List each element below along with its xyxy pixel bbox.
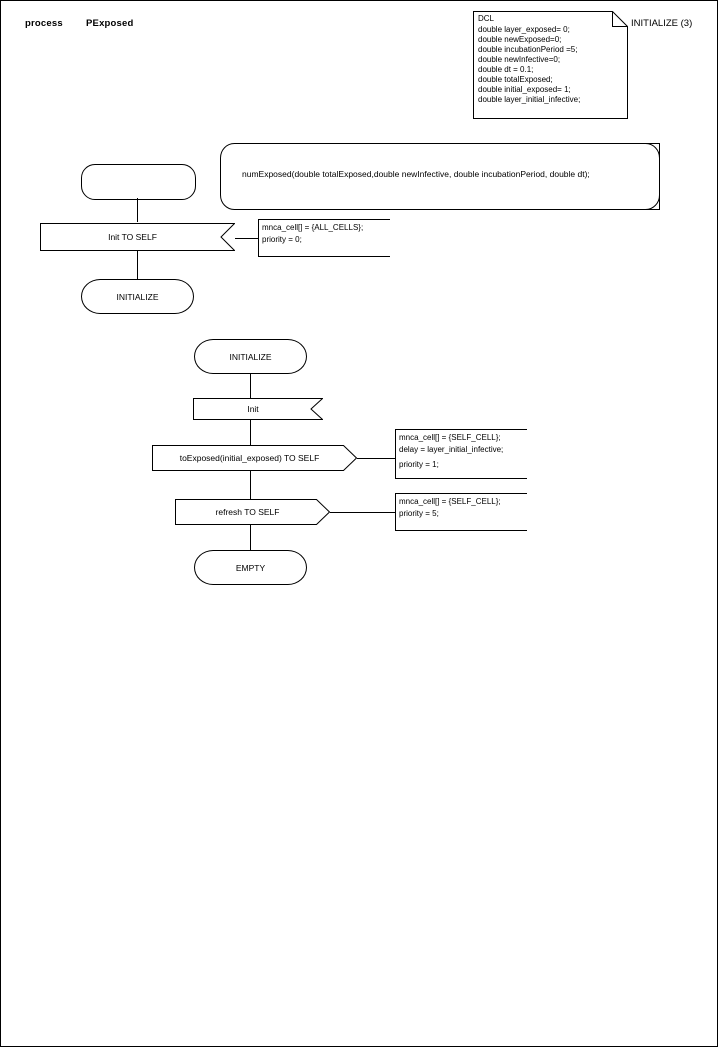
output-symbol-toexposed xyxy=(152,445,357,471)
page-number-label: INITIALIZE (3) xyxy=(631,18,693,29)
comment-block-output2 xyxy=(395,493,527,531)
connector-output2-to-state xyxy=(250,525,251,550)
state-symbol-initialize-top: INITIALIZE xyxy=(81,279,194,314)
dcl-line-1: double newExposed=0; xyxy=(478,35,562,44)
dcl-line-2: double incubationPeriod =5; xyxy=(478,45,578,54)
state-symbol-initialize-main: INITIALIZE xyxy=(194,339,307,374)
connector-input-to-output1 xyxy=(250,420,251,445)
comment-block-output1 xyxy=(395,429,527,479)
input-symbol-init-to-self-label: Init TO SELF xyxy=(108,232,157,242)
comment-block-top-line-1: priority = 0; xyxy=(262,235,302,244)
comment-block-output1-line-2: priority = 1; xyxy=(399,460,439,469)
comment-leader-top xyxy=(235,238,258,239)
output-symbol-refresh xyxy=(175,499,330,525)
comment-leader-output1 xyxy=(357,458,395,459)
procedure-signature-text: numExposed(double totalExposed,double newInfective, double incubationPeriod, double dt); xyxy=(242,169,590,179)
output-symbol-refresh-label: refresh TO SELF xyxy=(215,507,280,517)
start-symbol-top xyxy=(81,164,196,200)
input-symbol-init-label: Init xyxy=(247,404,259,414)
connector-output1-to-output2 xyxy=(250,471,251,499)
dcl-line-7: double layer_initial_infective; xyxy=(478,95,581,104)
state-symbol-empty: EMPTY xyxy=(194,550,307,585)
comment-block-output1-line-1: delay = layer_initial_infective; xyxy=(399,445,504,454)
page-title: PExposed xyxy=(86,18,134,29)
dcl-line-5: double totalExposed; xyxy=(478,75,553,84)
dcl-line-6: double initial_exposed= 1; xyxy=(478,85,571,94)
comment-block-output2-line-1: priority = 5; xyxy=(399,509,439,518)
output-symbol-toexposed-label: toExposed(initial_exposed) TO SELF xyxy=(179,453,320,463)
comment-leader-output2 xyxy=(330,512,395,513)
input-symbol-init-to-self xyxy=(40,223,235,251)
comment-block-output1-line-0: mnca_cell[] = {SELF_CELL}; xyxy=(399,433,501,442)
page-keyword: process xyxy=(25,18,63,29)
connector-state-to-input-main xyxy=(250,374,251,398)
procedure-signature-box xyxy=(220,143,660,210)
comment-block-output2-line-0: mnca_cell[] = {SELF_CELL}; xyxy=(399,497,501,506)
dcl-line-4: double dt = 0.1; xyxy=(478,65,534,74)
comment-block-top xyxy=(258,219,390,257)
dcl-line-0: double layer_exposed= 0; xyxy=(478,25,570,34)
comment-block-top-line-0: mnca_cell[] = {ALL_CELLS}; xyxy=(262,223,364,232)
input-symbol-init xyxy=(193,398,323,420)
dcl-line-3: double newInfective=0; xyxy=(478,55,561,64)
connector-start-to-input-top xyxy=(137,198,138,222)
dcl-declaration-box xyxy=(473,11,628,119)
dcl-title: DCL xyxy=(478,14,495,23)
connector-input-to-state-top xyxy=(137,251,138,279)
